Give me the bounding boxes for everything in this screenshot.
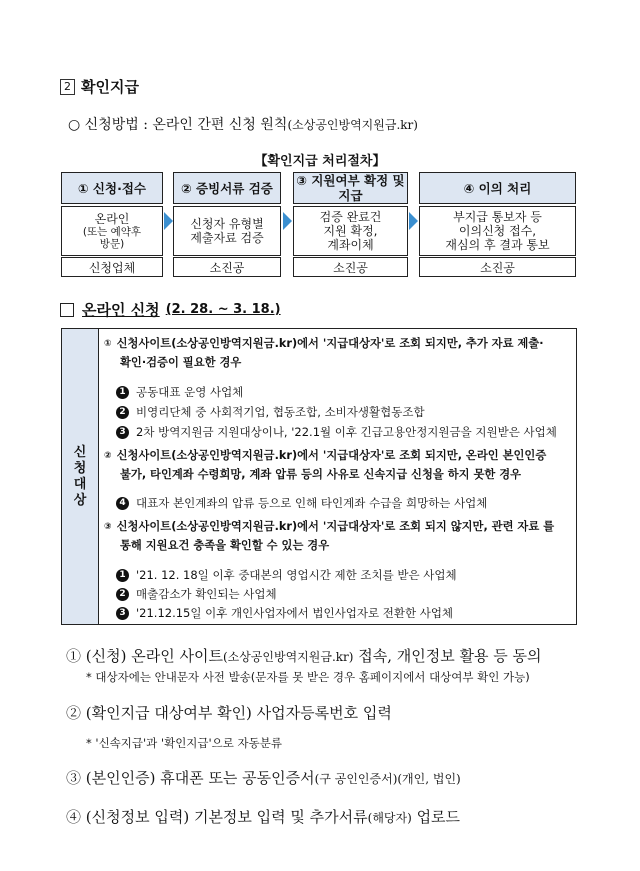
step-text: ③ (본인인증) 휴대폰 또는 공동인증서: [66, 769, 315, 787]
bullet-number: 1: [116, 569, 129, 582]
flow-title: 【확인지급 처리절차】: [254, 154, 386, 169]
criterion-number: ②: [104, 450, 112, 461]
square-bullet-icon: [60, 303, 74, 317]
step-1-head: ① 신청·접수: [61, 172, 163, 204]
criterion-2: [104, 446, 572, 484]
step-3-head: ③ 지원여부 확정 및 지급: [293, 172, 408, 204]
step-2-body: 신청자 유형별 제출자료 검증: [173, 206, 281, 256]
item-text: '21.12.15일 이후 개인사업자에서 법인사업자로 전환한 사업체: [136, 606, 454, 620]
method-text: 신청방법 : 온라인 간편 신청 원칙: [84, 117, 288, 133]
eligibility-table: [61, 328, 577, 625]
criterion-3: [104, 517, 572, 555]
step-4-head: ④ 이의 처리: [419, 172, 576, 204]
arrow-right-icon: [409, 212, 418, 230]
list-item: [116, 425, 576, 439]
procedure-note-1: * 대상자에는 안내문자 사전 발송(문자를 못 받은 경우 홈페이지에서 대상여부 확인 가능): [86, 670, 530, 684]
method-suffix: (소상공인방역지원금.kr): [287, 118, 418, 132]
item-text: 비영리단체 중 사회적기업, 협동조합, 소비자생활협동조합: [136, 405, 425, 419]
step-3-body: 검증 완료건 지원 확정, 계좌이체: [293, 206, 408, 256]
list-item: [116, 568, 576, 582]
criterion-line: 확인·검증이 필요한 경우: [120, 356, 242, 369]
eligibility-label: [62, 329, 99, 624]
procedure-step-2: [66, 702, 392, 723]
criterion-line: 신청사이트(소상공인방역지원금.kr)에서 '지급대상자'로 조회 되지 않지만, 관련 자료 를: [116, 520, 555, 533]
bullet-number: 4: [116, 497, 129, 510]
list-item: [116, 587, 576, 601]
procedure-step-4: [66, 806, 460, 827]
step-text: ① (신청) 온라인 사이트: [66, 647, 223, 665]
step-3-org: 소진공: [293, 257, 408, 277]
criterion-line: 신청사이트(소상공인방역지원금.kr)에서 '지급대상자'로 조회 되지만, 추가 자료 제출·: [116, 337, 544, 350]
step-4-body: 부지급 통보자 등 이의신청 접수, 재심의 후 결과 통보: [419, 206, 576, 256]
list-item: [116, 496, 576, 510]
item-text: 매출감소가 확인되는 사업체: [136, 587, 277, 601]
bullet-number: 2: [116, 588, 129, 601]
step-2-head: ② 증빙서류 검증: [173, 172, 281, 204]
step-small: (소상공인방역지원금.kr): [222, 650, 354, 664]
list-item: [116, 606, 576, 620]
step-1-org: 신청업체: [61, 257, 163, 277]
bullet-number: 2: [116, 406, 129, 419]
item-text: '21. 12. 18일 이후 중대본의 영업시간 제한 조치를 받은 사업체: [136, 568, 457, 582]
step-1-body-main: 온라인: [94, 212, 130, 226]
item-text: 대표자 본인계좌의 압류 등으로 인해 타인계좌 수급을 희망하는 사업체: [136, 496, 488, 510]
procedure-step-1: [66, 645, 541, 666]
step-4-org: 소진공: [419, 257, 576, 277]
step-small: (구 공인인증서)(개인, 법인): [314, 772, 461, 786]
criterion-line: 통해 지원요건 충족을 확인할 수 있는 경우: [120, 539, 330, 552]
step-1-body-note: (또는 예약후 방문): [82, 226, 142, 250]
list-item: [116, 405, 576, 419]
step-rest: 업로드: [411, 808, 461, 826]
step-text: ② (확인지급 대상여부 확인) 사업자등록번호 입력: [66, 704, 392, 722]
list-item: [116, 385, 576, 399]
arrow-right-icon: [164, 212, 173, 230]
online-application-heading: [60, 299, 281, 320]
label-char: 신: [73, 444, 87, 460]
arrow-right-icon: [283, 212, 292, 230]
criterion-number: ①: [104, 338, 112, 349]
criterion-1: [104, 334, 572, 372]
item-text: 2차 방역지원금 지원대상이나, '22.1월 이후 긴급고용안정지원금을 지원받은 사업체: [136, 425, 557, 439]
label-char: 대: [73, 476, 87, 492]
item-text: 공동대표 운영 사업체: [136, 385, 244, 399]
step-text: ④ (신청정보 입력) 기본정보 입력 및 추가서류: [66, 808, 368, 826]
section-heading: [60, 76, 139, 97]
step-small: (해당자): [367, 811, 412, 825]
label-char: 상: [73, 492, 87, 508]
bullet-number: 3: [116, 426, 129, 439]
procedure-step-3: [66, 767, 461, 788]
step-rest: 접속, 개인정보 활용 등 동의: [353, 647, 542, 665]
method-bullet: ○: [68, 117, 81, 133]
criterion-number: ③: [104, 521, 112, 532]
criterion-line: 불가, 타인계좌 수령희망, 계좌 압류 등의 사유로 신속지급 신청을 하지 못한 경우: [120, 468, 522, 481]
application-method: [68, 114, 418, 134]
step-2-org: 소진공: [173, 257, 281, 277]
online-title: 온라인 신청: [82, 301, 160, 319]
procedure-note-2: * '신속지급'과 '확인지급'으로 자동분류: [86, 736, 282, 750]
online-dates: (2. 28. ~ 3. 18.): [165, 302, 281, 317]
step-1-body: [61, 206, 163, 256]
bullet-number: 3: [116, 607, 129, 620]
section-title: 확인지급: [81, 78, 139, 96]
label-char: 청: [73, 460, 87, 476]
criterion-line: 신청사이트(소상공인방역지원금.kr)에서 '지급대상자'로 조회 되지만, 온라인 본인인증: [116, 449, 547, 462]
section-number: 2: [60, 79, 75, 95]
bullet-number: 1: [116, 386, 129, 399]
